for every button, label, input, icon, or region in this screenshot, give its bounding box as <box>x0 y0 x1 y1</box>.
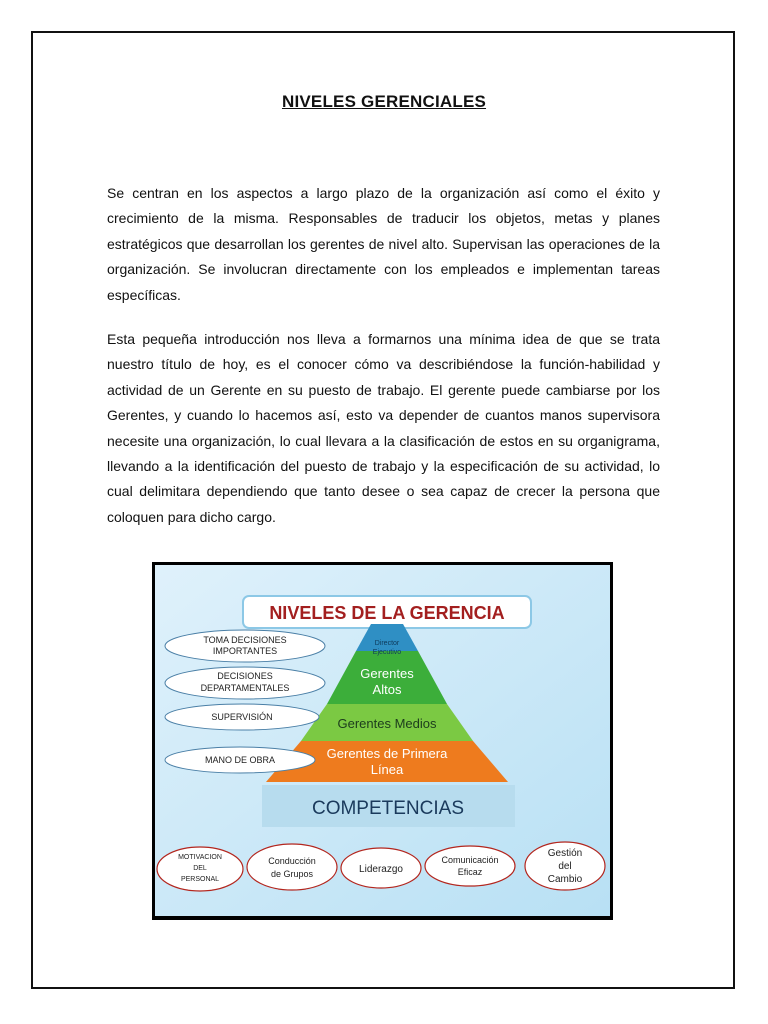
competency-gestion-line2: del <box>558 861 572 872</box>
pyramid-diagram <box>150 560 615 922</box>
competency-liderazgo-text: Liderazgo <box>359 864 403 875</box>
competency-comunicacion <box>425 846 515 886</box>
management-levels-figure <box>150 560 615 922</box>
competency-conduccion <box>247 844 337 890</box>
figure-heading: NIVELES DE LA GERENCIA <box>269 603 505 623</box>
label-toma-decisiones-line1: TOMA DECISIONES <box>203 635 287 645</box>
level-director-line1: Director <box>374 640 400 647</box>
label-decisiones-line2: DEPARTAMENTALES <box>200 683 290 693</box>
competencias-label: COMPETENCIAS <box>311 798 465 819</box>
level-altos-line1: Gerentes <box>360 666 414 681</box>
page-title: NIVELES GERENCIALES <box>281 92 487 111</box>
competency-motivacion-line3: PERSONAL <box>180 876 220 883</box>
label-mano-de-obra-text: MANO DE OBRA <box>204 755 276 765</box>
label-toma-decisiones-line2: IMPORTANTES <box>212 646 278 656</box>
level-director-line2: Ejecutivo <box>372 649 402 656</box>
label-decisiones-line1: DECISIONES <box>217 671 273 681</box>
competency-gestion-line3: Cambio <box>547 874 583 885</box>
paragraph-intro: Se centran en los aspectos a largo plazo de la organización así como el éxito y crecimiento de la misma. Responsables de traducir los objetos, metas y planes estratégicos que desarrollan los gerentes de nivel alto. Supervisan las operaciones de la organización. Se involucran directamente con los empleados e implementan tareas específicas. <box>107 185 660 303</box>
competency-motivacion-line2: DEL <box>193 865 207 872</box>
competency-comunicacion-line1: Comunicación <box>441 855 499 865</box>
level-medios-label: Gerentes Medios <box>337 716 437 731</box>
level-altos-line2: Altos <box>372 682 402 697</box>
competency-comunicacion-line2: Eficaz <box>457 867 483 877</box>
level-primera-line1: Gerentes de Primera <box>326 746 448 761</box>
competency-motivacion-line1: MOTIVACION <box>178 854 222 861</box>
level-primera-line2: Línea <box>370 762 404 777</box>
label-supervision-text: SUPERVISIÓN <box>211 712 273 722</box>
paragraph-body: Esta pequeña introducción nos lleva a formarnos una mínima idea de que se trata nuestro título de hoy, es el conocer cómo va describiéndose la función-habilidad y actividad de un Gerente en su puesto de trabajo. El gerente puede cambiarse por los Gerentes, y cuando lo hacemos así, esto va depender de cuantos manos supervisora necesite una organización, lo cual llevara a la clasificación de estos en su organigrama, llevando a la identificación del puesto de trabajo y la especificación de su actividad, lo cual delimitara dependiendo que tanto desee o sea capaz de crecer la persona que coloquen para dicho cargo. <box>107 331 660 525</box>
competency-conduccion-line2: de Grupos <box>270 869 314 879</box>
competency-conduccion-line1: Conducción <box>268 856 316 866</box>
competency-gestion-line1: Gestión <box>547 848 583 859</box>
